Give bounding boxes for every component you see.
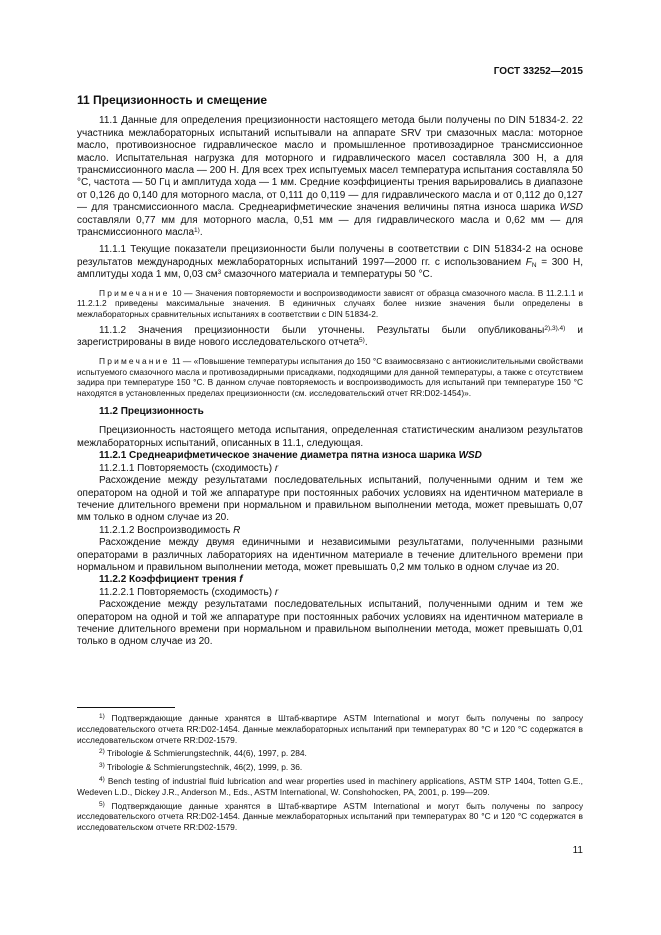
section-title: 11 Прецизионность и смещение — [77, 93, 268, 107]
subsection-title-11-2: 11.2 Прецизионность — [99, 406, 204, 418]
clause-11-2-1-1: 11.2.1.1 Повторяемость (сходимость) r — [99, 462, 279, 474]
note-11: Примечание 11 — «Повышение температуры испытания до 150 °С взаимосвязано с антиокислительными свойствами испытуемого смазочного масла и противозадирными присадками, подходящими для данной температуры, а также с отсутствием задира при температуре 150 °С. В данном случае повторяемость и воспроизводимость для испытаний при температуре 150 °С находятся в установленных пределах прецизионности (см. исследовательский отчет RR:D02-1454)». — [77, 355, 584, 399]
footnote: $^{2)}$ Tribologie & Schmierungstechnik, 44(6), 1997, p. 284. — [99, 748, 307, 759]
footnote-ref[interactable]: 1) — [194, 227, 200, 235]
paragraph-11-2-1-2: Расхождение между двумя единичными и независимыми результатами, полученными разными операторами в различных лабораториях на идентичном материале в течение длительного времени при нормальном и правильном выполнении метода, может превышать 0,2 мм только в одном случае из 20. — [77, 537, 583, 573]
clause-11-2-1-2: 11.2.1.2 Воспроизводимость R — [99, 524, 241, 536]
footnote: $^{4)}$ Bench testing of industrial fluid lubrication and wear properties used in machinery applications, ASTM STP 1404, Totten G.E., Wedeven L.D., Dickey J.R., Anderson M., Eds., ASTM International, W. Conshohocken, PA, 2001, p. 199—209. — [77, 775, 583, 797]
footnote-ref[interactable]: 5) — [359, 337, 365, 345]
footnote: $^{3)}$ Tribologie & Schmierungstechnik, 46(2), 1999, p. 36. — [99, 762, 303, 773]
paragraph-11-1-2: 11.1.2 Значения прецизионности были уточнены. Результаты были опубликованы$^{2),3),4)}$ и зарегистрированы в виде нового исследовательского отчета$^{5)}$. — [77, 325, 583, 349]
paragraph-11-2-1-1: Расхождение между результатами последовательных испытаний, полученными одним и тем же оператором на одной и той же аппаратуре при постоянных рабочих условиях на идентичном материале в течение длительного времени при нормальном и правильном выполнении метода, может превышать 0,07 мм только в одном случае из 20. — [77, 475, 583, 524]
page-number: 11 — [572, 845, 583, 856]
paragraph-11-1-1: 11.1.1 Текущие показатели прецизионности были получены в соответствии с DIN 51834-2 на основе результатов международных межлабораторных испытаний 1997—2000 гг. с использованием $F_N = 300$ Н, амплитуды хода 1 мм, 0,03 $см^3$ смазочного материала и температуры 50 °С. — [77, 244, 583, 281]
section-body — [77, 90, 583, 649]
paragraph-11-1: 11.1 Данные для определения прецизионности настоящего метода были получены по DIN 51834-2. 22 участника межлабораторных испытаний испытывали на аппарате SRV три смазочных масла: моторное масло, противоизносное гидравлическое масло и промышленное противозадирное трансмиссионное масло. Испытательная нагрузка для моторного и гидравлического масел составляла 300 Н, а для трансмиссионного масла — 200 Н. Для всех трех испытуемых масел температура испытания составляла 50 °С, частота — 50 Гц и амплитуда хода — 1 мм. Средние коэффициенты трения варьировались в диапазоне от 0,126 до 0,140 для моторного масла, от 0,111 до 0,119 — для гидравлического масла и от 0,112 до 0,127 — для трансмиссионного масла. Среднеарифметические значения величины пятна износа шарика WSD составляли 0,77 мм для моторного масла, 0,51 мм — для гидравлического масла и 0,62 мм — для трансмиссионного масла$^{1)}$. — [77, 115, 583, 239]
clause-11-2-2-1: 11.2.2.1 Повторяемость (сходимость) r — [99, 586, 279, 598]
paragraph-11-2: Прецизионность настоящего метода испытания, определенная статистическим анализом результатов межлабораторных испытаний, описанных в 11.1, следующая. — [77, 425, 583, 449]
subsection-title-11-2-1: 11.2.1 Среднеарифметическое значение диаметра пятна износа шарика WSD — [99, 450, 482, 462]
standard-header: ГОСТ 33252—2015 — [493, 66, 583, 77]
note-10: Примечание 10 — Значения повторяемости и воспроизводимости зависят от образца смазочного масла. В 11.2.1.1 и 11.2.1.2 приведены максимальные значения. В единичных случаях более низкие значения были определены в межлабораторных сравнительных испытаниях в соответствии с DIN 51834-2. — [77, 287, 583, 320]
footnote-ref[interactable]: 2),3),4) — [544, 325, 566, 333]
footnote: $^{5)}$ Подтверждающие данные хранятся в Штаб-квартире ASTM International и могут быть получены по запросу исследовательского отчета RR:D02-1454. Данные межлабораторных испытаний при температурах 80 °С и 120 °С содержатся в исследовательском отчете RR:D02-1579. — [77, 800, 584, 833]
footnote-divider — [77, 707, 175, 708]
subsection-title-11-2-2: 11.2.2 Коэффициент трения f — [99, 574, 243, 586]
paragraph-11-2-2-1: Расхождение между результатами последовательных испытаний, полученными одним и тем же оператором на одной и той же аппаратуре при постоянных рабочих условиях на идентичном материале в течение длительного времени при нормальном и правильном выполнении метода, может превышать 0,01 только в одном случае из 20. — [77, 599, 583, 648]
footnotes — [77, 713, 583, 836]
footnote: $^{1)}$ Подтверждающие данные хранятся в Штаб-квартире ASTM International и могут быть получены по запросу исследовательского отчета RR:D02-1454. Данные межлабораторных испытаний при температурах 80 °С и 120 °С содержатся в исследовательском отчете RR:D02-1579. — [77, 713, 584, 745]
